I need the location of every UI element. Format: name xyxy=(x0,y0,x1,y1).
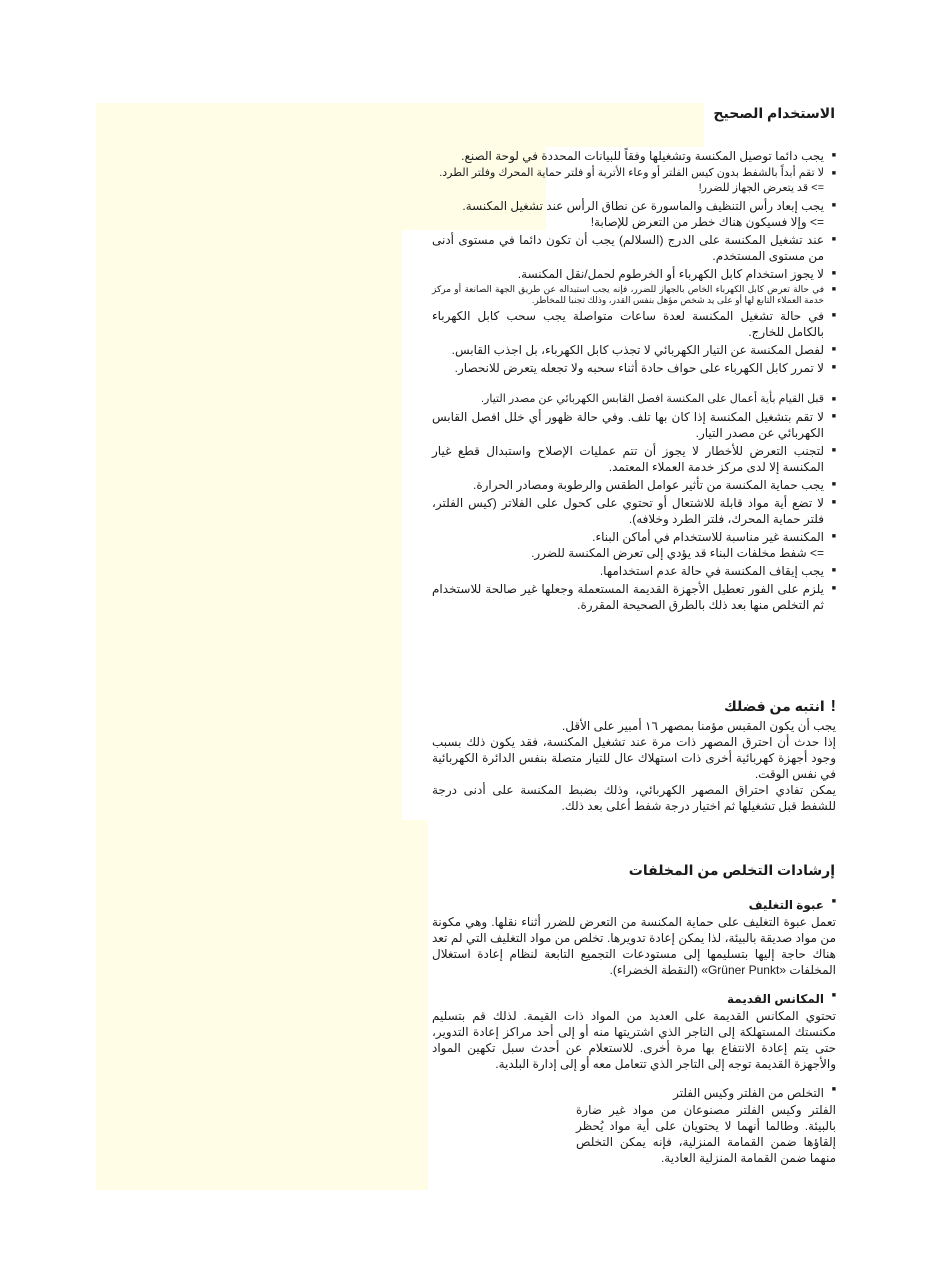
list-item xyxy=(432,392,836,407)
disposal-item-text: تعمل عبوة التغليف على حماية المكنسة من التعرض للضرر أثناء نقلها. وهي مكونة من مواد صديقة بالبيئة، لذا يمكن إعادة تدويرها. تخلص من مواد التغليف التي لم تعد هناك حاجة إليها بتسليمها إلى مستودعات التجميع التابعة لنظام إعادة استغلال المخلفات «Grüner Punkt» (النقطة الخضراء). xyxy=(432,915,836,977)
list-item xyxy=(432,148,836,164)
list-item-text: في حالة تشغيل المكنسة لعدة ساعات متواصلة يجب سحب كابل الكهرباء بالكامل للخارج. xyxy=(432,309,824,339)
list-item xyxy=(432,198,836,230)
list-item-text: يجب إبعاد رأس التنظيف والماسورة عن نطاق الرأس عند تشغيل المكنسة. xyxy=(462,199,824,213)
note-paragraph: إذا حدث أن احترق المصهر ذات مرة عند تشغيل المكنسة، فقد يكون ذلك بسبب وجود أجهزة كهربائية أخرى ذات استهلاك عال للتيار متصلة بنفس الدائرة الكهربائية في نفس الوقت. xyxy=(432,735,836,781)
list-item xyxy=(432,360,836,376)
list-item xyxy=(432,266,836,282)
list-item xyxy=(432,308,836,340)
list-item xyxy=(432,342,836,358)
list-item-text: المكنسة غير مناسبة للاستخدام في أماكن البناء. xyxy=(592,530,824,544)
correct-use-content xyxy=(432,148,836,615)
note-title: !انتبه من فضلك xyxy=(723,698,836,715)
list-item xyxy=(432,409,836,441)
list-item xyxy=(432,495,836,527)
list-item-text: في حالة تعرض كابل الكهرباء الخاص بالجهاز للضرر، فإنه يجب استبداله عن طريق الجهة الصانعة أو مركز خدمة العملاء التابع لها أو على يد شخص مؤهل بنفس القدر، وذلك تجنبا للمخاطر. xyxy=(432,284,824,305)
disposal-item-text: الفلتر وكيس الفلتر مصنوعان من مواد غير ضارة بالبيئة. وطالما أنهما لا يحتويان على أية مواد يُحظر إلقاؤها ضمن القمامة المنزلية، فإنه يمكن التخلص منهما ضمن القمامة المنزلية العادية. xyxy=(576,1103,836,1165)
warning-icon: ! xyxy=(830,698,836,715)
disposal-item xyxy=(432,1086,836,1166)
disposal-item-title: ■ التخلص من الفلتر وكيس الفلتر xyxy=(673,1086,836,1100)
note-paragraph: يجب أن يكون المقبس مؤمنا بمصهر ١٦ أمبير على الأقل. xyxy=(561,719,836,733)
list-item-text: لا تقم بتشغيل المكنسة إذا كان بها تلف. وفي حالة ظهور أي خلل افصل القابس الكهربائي عن مصدر التيار. xyxy=(432,410,824,440)
list-item-text: قبل القيام بأية أعمال على المكنسة افصل القابس الكهربائي عن مصدر التيار. xyxy=(481,393,824,405)
list-item xyxy=(432,563,836,579)
list-item xyxy=(432,232,836,264)
disposal-item-title: ■ عبوة التغليف xyxy=(748,898,836,912)
list-item-text: لفصل المكنسة عن التيار الكهربائي لا تجذب كابل الكهرباء، بل اجذب القابس. xyxy=(451,343,824,357)
bullet-icon: ■ xyxy=(831,1086,836,1093)
list-item xyxy=(432,477,836,493)
section-title-disposal: إرشادات التخلص من المخلفات xyxy=(628,862,835,878)
list-item-warning: => شفط مخلفات البناء قد يؤدي إلى تعرض المكنسة للضرر. xyxy=(531,546,824,560)
list-item-warning: => قد يتعرض الجهاز للضرر! xyxy=(698,182,824,194)
list-item xyxy=(432,284,836,306)
list-item xyxy=(432,529,836,561)
list-item-text: يجب دائما توصيل المكنسة وتشغيلها وفقاً للبيانات المحددة في لوحة الصنع. xyxy=(461,149,824,163)
disposal-content xyxy=(432,898,836,1180)
bullet-icon: ■ xyxy=(831,992,836,999)
list-item-text: لا تضع أية مواد قابلة للاشتعال أو تحتوي على كحول على الفلاتر (كيس الفلتر، فلتر حماية المحرك، فلتر الطرد وخلافه). xyxy=(432,496,824,526)
list-item-text: يلزم على الفور تعطيل الأجهزة القديمة المستعملة وجعلها غير صالحة للاستخدام ثم التخلص منها بعد ذلك بالطرق الصحيحة المقررة. xyxy=(432,582,824,612)
bullet-list-a xyxy=(432,148,836,376)
disposal-item-text: تحتوي المكانس القديمة على العديد من المواد ذات القيمة. لذلك قم بتسليم مكنستك المستهلكة إلى التاجر الذي اشتريتها منه أو إلى أحد مراكز إعادة التدوير، حتى يتم إعادة الانتفاع بها مرة أخرى. للاستعلام عن أحدث سبل تكهين المواد والأجهزة القديمة توجه إلى التاجر الذي تتعامل معه أو إلى إدارة البلدية. xyxy=(432,1009,836,1071)
list-item xyxy=(432,581,836,613)
list-item-text: لا تمرر كابل الكهرباء على حواف حادة أثناء سحبه ولا تجعله يتعرض للانحصار. xyxy=(454,361,824,375)
disposal-item xyxy=(432,992,836,1072)
note-paragraph: يمكن تفادي احتراق المصهر الكهربائي، وذلك بضبط المكنسة على أدنى درجة للشفط قبل تشغيلها ثم اختيار درجة شفط أعلى بعد ذلك. xyxy=(432,783,836,813)
bullet-list-b xyxy=(432,392,836,613)
list-item xyxy=(432,166,836,196)
attention-note xyxy=(432,698,836,814)
disposal-item-title: ■ المكانس القديمة xyxy=(727,992,836,1006)
list-item-text: لا يجوز استخدام كابل الكهرباء أو الخرطوم لحمل/نقل المكنسة. xyxy=(517,267,824,281)
list-item-text: عند تشغيل المكنسة على الدرج (السلالم) يجب أن تكون دائما في مستوى أدنى من مستوى المستخدم. xyxy=(432,233,824,263)
highlight-band-bottom xyxy=(96,820,428,1190)
list-item-text: لا تقم أبداً بالشفط بدون كيس الفلتر أو وعاء الأتربة أو فلتر حماية المحرك وفلتر الطرد. xyxy=(439,167,824,179)
section-title-correct-use: الاستخدام الصحيح xyxy=(713,105,835,121)
list-item-text: يجب إيقاف المكنسة في حالة عدم استخدامها. xyxy=(599,564,824,578)
list-item-text: لتجنب التعرض للأخطار لا يجوز أن تتم عمليات الإصلاح واستبدال قطع غيار المكنسة إلا لدى مركز خدمة العملاء المعتمد. xyxy=(432,444,824,474)
disposal-item xyxy=(432,898,836,978)
list-item-warning: => وإلا فسيكون هناك خطر من التعرض للإصابة! xyxy=(590,215,824,229)
list-item xyxy=(432,443,836,475)
list-item-text: يجب حماية المكنسة من تأثير عوامل الطقس والرطوبة ومصادر الحرارة. xyxy=(473,478,824,492)
bullet-icon: ■ xyxy=(831,898,836,905)
